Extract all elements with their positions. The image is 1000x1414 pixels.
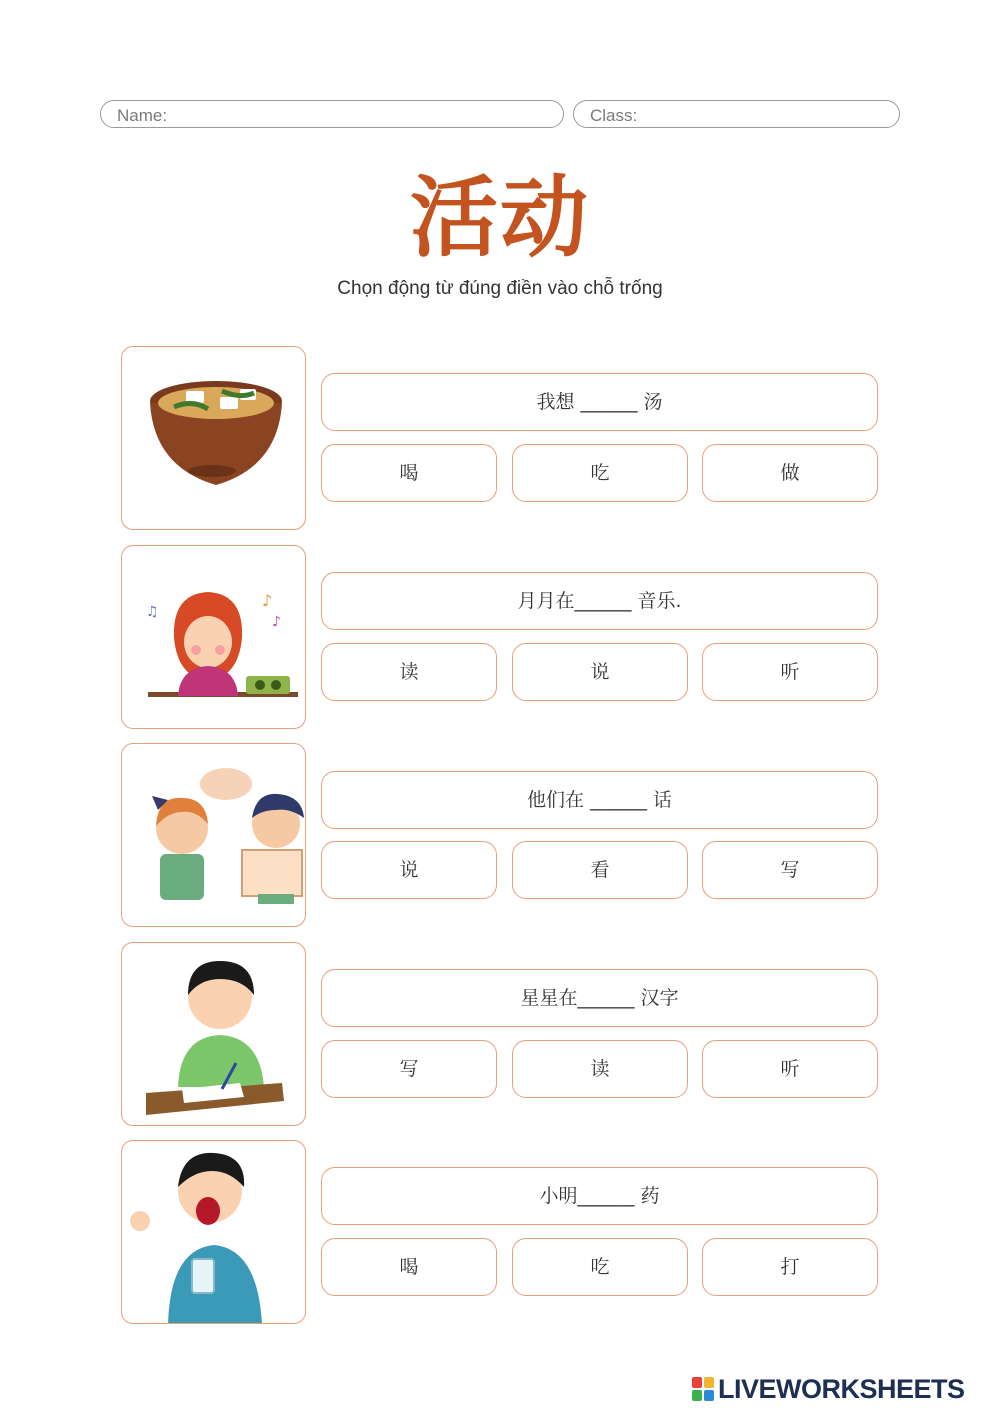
option-4-3[interactable]: 听 [702,1040,878,1098]
option-1-3[interactable]: 做 [702,444,878,502]
svg-text:♪: ♪ [272,614,281,630]
talking-image [121,743,306,927]
music-image [121,545,306,729]
option-4-2[interactable]: 读 [512,1040,688,1098]
brand-name: LIVEWORKSHEETS [718,1374,965,1404]
class-label: Class: [590,106,638,125]
medicine-image [121,1140,306,1324]
option-2-3[interactable]: 听 [702,643,878,701]
option-1-2[interactable]: 吃 [512,444,688,502]
option-3-1[interactable]: 说 [321,841,497,899]
option-2-2[interactable]: 说 [512,643,688,701]
option-3-2[interactable]: 看 [512,841,688,899]
option-5-3[interactable]: 打 [702,1238,878,1296]
name-field[interactable] [100,100,564,128]
writing-image [121,942,306,1126]
option-3-3[interactable]: 写 [702,841,878,899]
sentence-1: 我想 ______ 汤 [321,373,878,431]
sentence-3: 他们在 ______ 话 [321,771,878,829]
option-1-1[interactable]: 喝 [321,444,497,502]
logo-tiles-icon [692,1377,714,1401]
option-5-2[interactable]: 吃 [512,1238,688,1296]
sentence-2: 月月在______ 音乐. [321,572,878,630]
name-label: Name: [117,106,168,125]
liveworksheets-logo [692,1374,992,1406]
sentence-5: 小明______ 药 [321,1167,878,1225]
class-field[interactable] [573,100,900,128]
svg-text:♫: ♫ [146,604,159,620]
page-title: 活动 [409,166,590,269]
option-5-1[interactable]: 喝 [321,1238,497,1296]
soup-image [121,346,306,530]
sentence-4: 星星在______ 汉字 [321,969,878,1027]
option-4-1[interactable]: 写 [321,1040,497,1098]
instructions: Chọn động từ đúng điền vào chỗ trống [337,278,663,299]
option-2-1[interactable]: 读 [321,643,497,701]
svg-text:♪: ♪ [262,591,273,610]
